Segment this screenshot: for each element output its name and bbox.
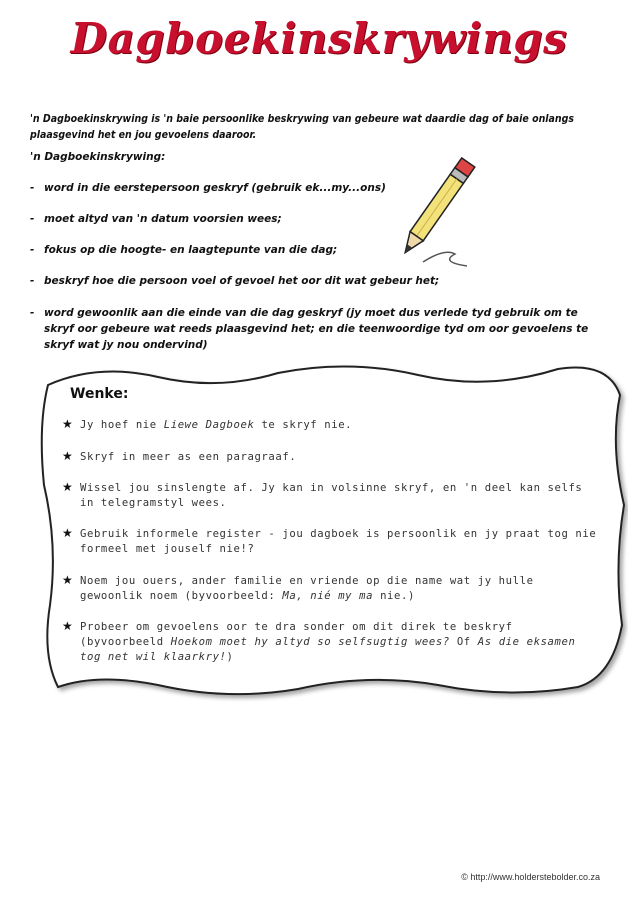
intro-paragraph: 'n Dagboekinskrywing is 'n baie persoonlike beskrywing van gebeure wat daardie dag of baie onlangs plaasgevind het en jou gevoelens daaroor.: [30, 113, 575, 141]
star-icon: ★: [62, 619, 74, 633]
footer-url: © http://www.holderstebolder.co.za: [461, 872, 600, 882]
list-item: - word in die eerstepersoon geskryf (gebruik ek...my...ons): [30, 182, 386, 194]
star-icon: ★: [62, 417, 74, 431]
list-item: - moet altyd van 'n datum voorsien wees;: [30, 213, 282, 225]
star-icon: ★: [62, 449, 74, 463]
page-title: Dagboekinskrywings: [70, 14, 568, 63]
tip-item: ★ Skryf in meer as een paragraaf.: [62, 449, 297, 463]
star-icon: ★: [62, 573, 74, 587]
star-icon: ★: [62, 526, 74, 540]
tip-item: ★ Probeer om gevoelens oor te dra sonder om dit direk te beskryf (byvoorbeeld Hoekom moet hy altyd so selfsugtig wees? Of As die eksamen tog net wil klaarkry!): [62, 619, 576, 663]
tip-item: ★ Gebruik informele register - jou dagboek is persoonlik en jy praat tog nie formeel met jouself nie!?: [62, 526, 597, 555]
tip-item: ★ Noem jou ouers, ander familie en vriende op die name wat jy hulle gewoonlik noem (byvoorbeeld: Ma, nié my ma nie.): [62, 573, 534, 602]
list-item: - beskryf hoe die persoon voel of gevoel het oor dit wat gebeur het;: [30, 275, 440, 287]
star-icon: ★: [62, 480, 74, 494]
tip-item: ★ Jy hoef nie Liewe Dagboek te skryf nie.: [62, 417, 353, 431]
pencil-icon: [385, 150, 485, 270]
list-item: - fokus op die hoogte- en laagtepunte van die dag;: [30, 244, 338, 256]
tip-item: ★ Wissel jou sinslengte af. Jy kan in volsinne skryf, en 'n deel kan selfs in telegramstyl wees.: [62, 480, 583, 509]
tips-title: Wenke:: [70, 386, 129, 402]
list-item: - word gewoonlik aan die einde van die dag geskryf (jy moet dus verlede tyd gebruik om te skryf oor gebeure wat reeds plaasgevind het; en die teenwoordige tyd om oor gevoelens te skryf wat jy nou ondervind): [30, 307, 589, 351]
subheading: 'n Dagboekinskrywing:: [30, 151, 166, 163]
